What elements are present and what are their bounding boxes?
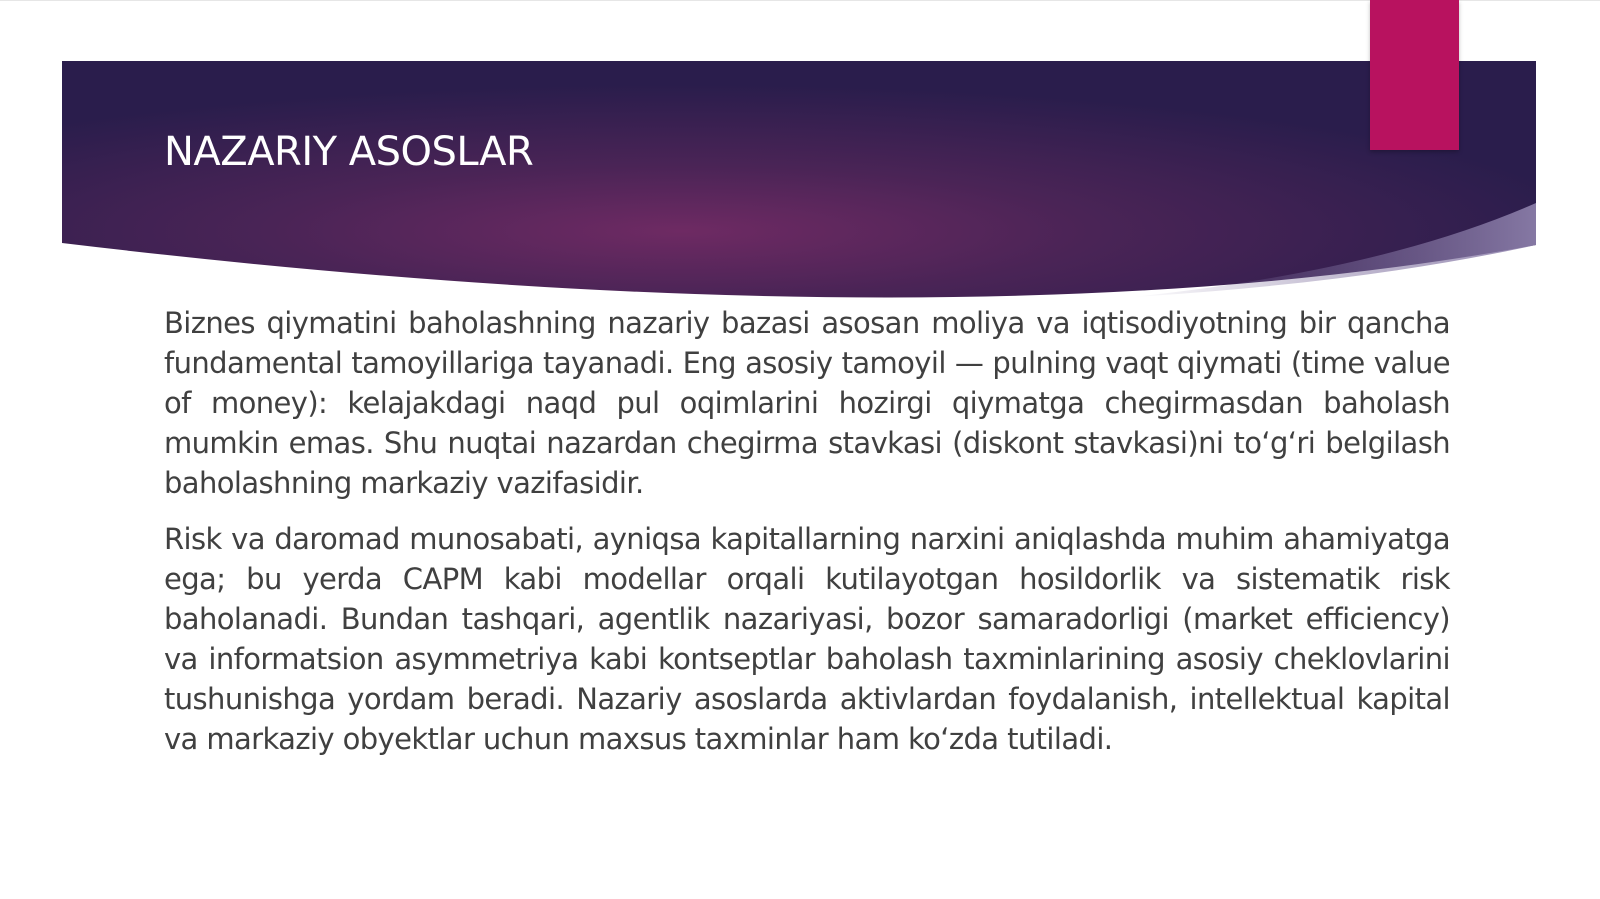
body-paragraph-2: Risk va daromad munosabati, ayniqsa kapitallarning narxini aniqlashda muhim ahamiyatga ega; bu yerda CAPM kabi modellar orqali kutilayotgan hosildorlik va sistematik risk baholanadi. Bundan tashqari, agentlik nazariyasi, bozor samaradorligi (market efficiency) va informatsion asymmetriya kabi kontseptlar baholash taxminlarining asosiy cheklovlarini tushunishga yordam beradi. Nazariy asoslarda aktivlardan foydalanish, intellektual kapital va markaziy obyektlar uchun maxsus taxminlar ham koʻzda tutiladi. — [164, 522, 1450, 756]
body-paragraph-1: Biznes qiymatini baholashning nazariy bazasi asosan moliya va iqtisodiyotning bir qancha fundamental tamoyillariga tayanadi. Eng asosiy tamoyil — pulning vaqt qiymati (time value of money): kelajakdagi naqd pul oqimlarini hozirgi qiymatga chegirmasdan baholash mumkin emas. Shu nuqtai nazardan chegirma stavkasi (diskont stavkasi)ni toʻgʻri belgilash baholashning markaziy vazifasidir. — [164, 306, 1450, 500]
slide-body — [164, 303, 1450, 775]
title-banner — [62, 61, 1536, 301]
slide-title: NAZARIY ASOSLAR — [164, 129, 534, 175]
top-divider — [0, 0, 1600, 1]
accent-tab — [1370, 0, 1459, 150]
